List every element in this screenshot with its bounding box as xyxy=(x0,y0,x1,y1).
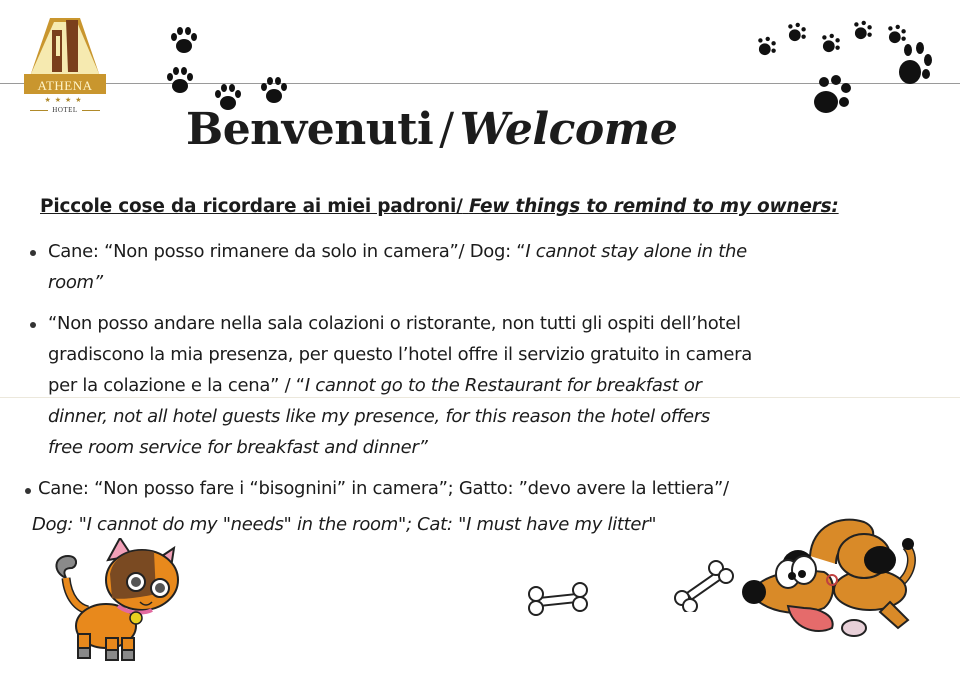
paw-print-icon xyxy=(756,36,778,58)
paw-print-icon xyxy=(168,26,198,56)
paw-print-icon xyxy=(258,76,288,106)
list-item-2-line-5: free room service for breakfast and dinner” xyxy=(48,437,428,458)
list-item-1-line-2: room” xyxy=(48,272,103,293)
list-item-3-line-1: Cane: “Non posso fare i “bisognini” in camera”; Gatto: ”devo avere la lettiera”/ xyxy=(38,478,729,499)
list-item-1-line-1: Cane: “Non posso rimanere da solo in camera”/ Dog: “I cannot stay alone in the xyxy=(48,241,747,262)
subheading xyxy=(40,196,839,217)
list-item-2-line-1: “Non posso andare nella sala colazioni o ristorante, non tutti gli ospiti dell’hotel xyxy=(48,313,741,334)
paw-print-icon xyxy=(164,66,194,96)
list-item-2-line-4: dinner, not all hotel guests like my presence, for this reason the hotel offers xyxy=(48,406,710,427)
subheading-english: Few things to remind to my owners: xyxy=(468,196,839,217)
page-title xyxy=(186,104,677,155)
paw-print-icon xyxy=(812,74,856,116)
title-italian: Benvenuti xyxy=(186,104,434,155)
list-item-3-line-2: Dog: "I cannot do my "needs" in the room"; Cat: "I must have my litter" xyxy=(32,514,657,535)
bone-icon xyxy=(672,560,734,612)
bullet-icon xyxy=(30,322,36,328)
cartoon-cat-icon xyxy=(48,538,183,663)
paw-print-icon xyxy=(786,22,808,44)
scan-fold-line xyxy=(0,397,960,398)
bone-icon xyxy=(526,580,590,620)
paw-print-icon xyxy=(820,33,842,55)
title-separator: / xyxy=(439,104,454,155)
hotel-logo xyxy=(22,16,108,116)
list-item-2-line-3: per la colazione e la cena” / “I cannot go to the Restaurant for breakfast or xyxy=(48,375,702,396)
paw-print-icon xyxy=(896,40,936,86)
bullet-icon xyxy=(30,250,36,256)
paw-print-icon xyxy=(852,20,874,42)
title-english: Welcome xyxy=(459,104,678,155)
logo-name: ATHENA xyxy=(37,78,93,93)
logo-stars: ★★★★ xyxy=(44,96,86,104)
bullet-icon xyxy=(25,488,31,494)
subheading-italian: Piccole cose da ricordare ai miei padroni/ xyxy=(40,196,463,217)
list-item-2-line-2: gradiscono la mia presenza, per questo l’hotel offre il servizio gratuito in camera xyxy=(48,344,752,365)
logo-subtitle: HOTEL xyxy=(22,106,108,114)
cartoon-dog-icon xyxy=(740,516,926,644)
